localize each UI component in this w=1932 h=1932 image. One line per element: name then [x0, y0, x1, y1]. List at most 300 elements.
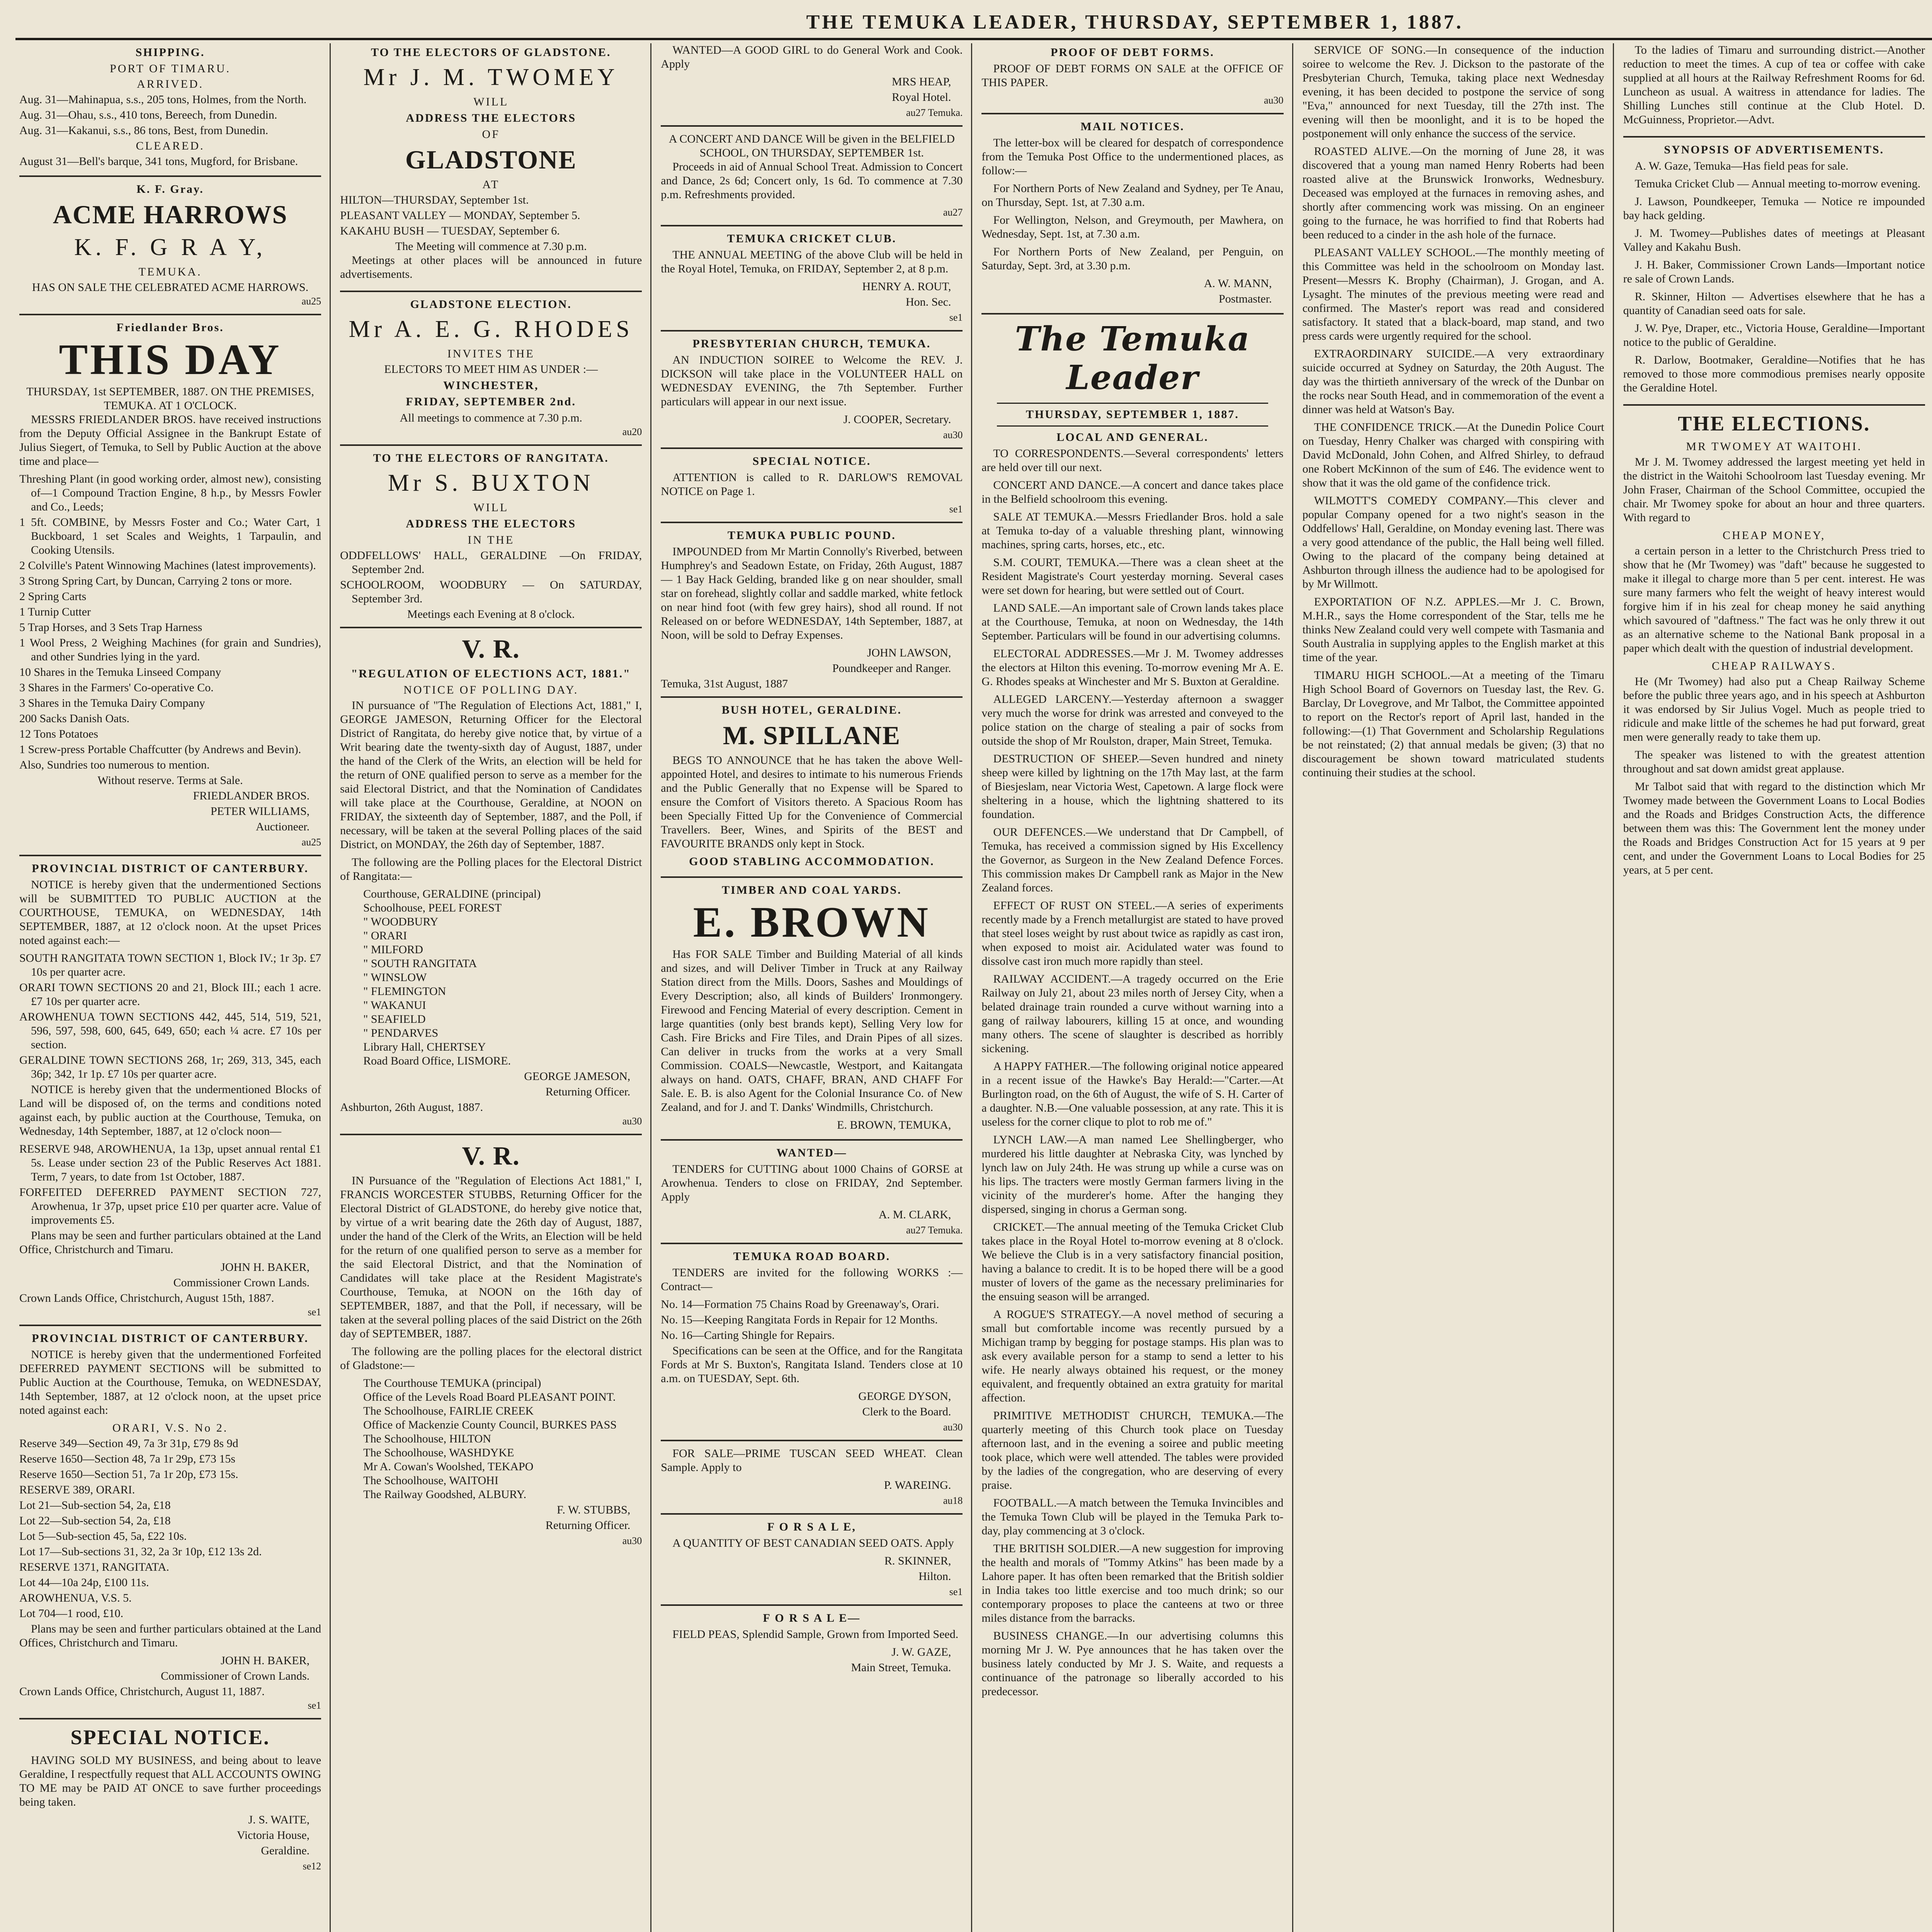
tender-text: TENDERS are invited for the following WORKS :— Contract—: [661, 1266, 963, 1293]
signature: MRS HEAP,: [892, 75, 951, 88]
news-paragraph: S.M. COURT, TEMUKA.—There was a clean sheet at the Resident Magistrate's Court yesterday morning. Several cases were set down for hearing, but were settled out of Court.: [981, 556, 1284, 597]
masthead: THE TEMUKA LEADER, THURSDAY, SEPTEMBER 1, 1887.: [15, 7, 1932, 40]
signature: JOHN LAWSON,: [867, 646, 951, 659]
signature: GEORGE DYSON,: [858, 1390, 951, 1403]
synopsis-line: J. H. Baker, Commissioner Crown Lands—Important notice re sale of Crown Lands.: [1623, 259, 1925, 285]
news-paragraph: EXTRAORDINARY SUICIDE.—A very extraordinary suicide occurred at Sydney on Saturday, the 20th August. The day was the thirtieth anniversary of the wreck of the Dunbar on the rocks near South Head, and in commemoration of the event a dinner was held at Watson's Bay.: [1302, 347, 1604, 416]
concert-heading: A CONCERT AND DANCE Will be given in the BELFIELD SCHOOL, ON THURSDAY, SEPTEMBER 1st.: [668, 133, 955, 159]
special-notice-text: ATTENTION is called to R. DARLOW'S REMOVAL NOTICE on Page 1.: [661, 471, 963, 498]
reserve-line: Lot 5—Sub-section 45, 5a, £22 10s.: [19, 1530, 187, 1543]
news-paragraph: A ROGUE'S STRATEGY.—A novel method of securing a small but comfortable income was recently pursued by a Michigan tramp by begging for postage stamps. His plan was to ask every available person for a stamp to send a letter to his wife. He nearly always obtained his request, or the money equivalent, and frequently obtained an extra gratuity for marital affection.: [981, 1308, 1284, 1404]
arrived-heading: ARRIVED.: [137, 78, 204, 90]
polling-place: " PENDARVES: [363, 1027, 439, 1039]
polling-day-heading: NOTICE OF POLLING DAY.: [403, 684, 579, 696]
sale-text: FOR SALE—PRIME TUSCAN SEED WHEAT. Clean Sample. Apply to: [661, 1447, 963, 1474]
candidate-name: Mr S. BUXTON: [388, 470, 594, 496]
section-line: RESERVE 948, AROWHENUA, 1a 13p, upset annual rental £1 5s. Lease under section 23 of the Public Reserves Act 1881. Term, 7 years, to date from 1st October, 1887.: [19, 1143, 321, 1183]
seed-wheat-ad: [661, 1447, 963, 1515]
electors-heading: TO THE ELECTORS OF RANGITATA.: [373, 452, 609, 464]
shipping-heading: SHIPPING.: [135, 46, 205, 59]
signature: R. SKINNER,: [884, 1554, 951, 1567]
polling-list-heading: The following are the polling places for the electoral district of Gladstone:—: [340, 1345, 642, 1372]
reserve-line: Reserve 349—Section 49, 7a 3r 31p, £79 8s 9d: [19, 1437, 238, 1450]
column-5: [1299, 43, 1614, 1932]
section-line: GERALDINE TOWN SECTIONS 268, 1r; 269, 313, 345, each 36p; 342, 1r 1p. £7 10s per quarter acre.: [19, 1054, 321, 1080]
meeting-time: Meetings each Evening at 8 o'clock.: [407, 608, 575, 621]
news-paragraph: RAILWAY ACCIDENT.—A tragedy occurred on the Erie Railway on July 21, about 23 miles north of Jersey City, when a belated drainage train rounded a curve without warning into a gang of railway labourers, killing 15 at once, and wounding many others. The scene of slaughter is described as horribly sickening.: [981, 973, 1284, 1055]
divider: [997, 403, 1268, 404]
ad-code: au27 Temuka.: [906, 1225, 963, 1236]
timber-text: Has FOR SALE Timber and Building Material of all kinds and sizes, and will Deliver Timber in Truck at any Railway Station direct from the Mills. Doors, Sashes and Mouldings of Every Description; also, all kinds of Builders' Ironmongery. Firewood and Fencing Material of every description. Cement in large quantities (only best brands kept), Selling Very low for Cash. Fire Bricks and Fire Tiles, and Drain Pipes of all sizes. Can deliver in trucks from the works at a very Small Commission. COALS—Newcastle, Westport, and Kaitangata always on hand. OATS, CHAFF, BRAN, AND CHAFF For Sale. E. B. is also Agent for the Colonial Insurance Co. of New Zealand, and for J. and T. Danks' Windmills, Christchurch.: [661, 948, 963, 1114]
mail-line: The letter-box will be cleared for despatch of correspondence from the Temuka Post Office to the undermentioned places, as follow:—: [981, 136, 1284, 177]
ad-code: au30: [1264, 95, 1284, 106]
ad-code: se12: [303, 1861, 321, 1872]
meeting-line: KAKAHU BUSH — TUESDAY, September 6.: [340, 224, 560, 237]
column-6: [1619, 43, 1932, 1932]
ad-code: au18: [943, 1495, 963, 1506]
wanted-heading: WANTED—: [776, 1146, 847, 1159]
signature: J. W. GAZE,: [891, 1646, 951, 1658]
electors-heading: TO THE ELECTORS OF GLADSTONE.: [371, 46, 611, 59]
small-caption: IN THE: [468, 534, 515, 546]
friedlander-ad: [19, 321, 321, 856]
stabling-line: GOOD STABLING ACCOMMODATION.: [689, 855, 935, 868]
column-1: [15, 43, 331, 1932]
news-paragraph: DESTRUCTION OF SHEEP.—Seven hundred and ninety sheep were killed by lightning on the 17th May last, at the farm of Biesjeslam, near Victoria West, Capetown. A large flock were sheltering in a house, which the lightning shattered to its foundation.: [981, 752, 1284, 821]
hotel-text: BEGS TO ANNOUNCE that he has taken the above Well-appointed Hotel, and desires to intimate to his numerous Friends and the Public Generally that no Expense will be Spared to ensure the Comfort of Visitors thereto. A Spacious Room has been Specially Fitted Up for the Convenience of Commercial Travellers. Beer, Wines, and Spirits of the BEST and FAVOURITE BRANDS only kept in Stock.: [661, 754, 963, 850]
polling-place: " MILFORD: [363, 943, 423, 956]
signature: Clerk to the Board.: [862, 1405, 951, 1418]
polling-list-heading: The following are the Polling places for the Electoral District of Rangitata:—: [340, 856, 642, 883]
shipping-section: [19, 46, 321, 177]
article-paragraph: Mr Talbot said that with regard to the distinction which Mr Twomey made between the Government Loans to Local Bodies and the Roads and Bridges Construction Acts, the difference between them was this: The Government lent the money under the Roads and Bridges Construction Act for 15 years at 9 per cent, and under the Government Loans to Local Bodies for 25 years, at 5 per cent.: [1623, 780, 1925, 876]
synopsis-line: R. Skinner, Hilton — Advertises elsewhere that he has a quantity of Canadian seed oats for sale.: [1623, 290, 1925, 317]
polling-place: The Schoolhouse, WASHDYKE: [363, 1446, 514, 1459]
polling-place: The Schoolhouse, HILTON: [363, 1432, 491, 1445]
lot-line: 3 Shares in the Temuka Dairy Company: [19, 697, 205, 709]
election-heading: GLADSTONE ELECTION.: [410, 298, 572, 311]
tender-text: Specifications can be seen at the Office, and for the Rangitata Fords at Mr S. Buxton's, Rangitata Island. Tenders close at 10 a.m. on TUESDAY, Sept. 6th.: [661, 1344, 963, 1385]
section-line: AROWHENUA TOWN SECTIONS 442, 445, 514, 519, 521, 596, 597, 598, 600, 645, 649, 650; each ¼ acre. £7 10s per section.: [19, 1010, 321, 1051]
notice-text: NOTICE is hereby given that the undermentioned Sections will be SUBMITTED TO PUBLIC AUCTION at the COURTHOUSE, TEMUKA, on WEDNESDAY, 14th SEPTEMBER, 1887, at 12 o'clock noon. At the upset Prices noted against each:—: [19, 878, 321, 947]
ad-code: au30: [622, 1116, 642, 1127]
notice-date: Crown Lands Office, Christchurch, August 15th, 1887.: [19, 1292, 274, 1304]
reserve-line: Lot 21—Sub-section 54, 2a, £18: [19, 1499, 171, 1512]
cricket-heading: TEMUKA CRICKET CLUB.: [727, 232, 897, 245]
page-columns: [15, 43, 1932, 1932]
polling-place: The Schoolhouse, FAIRLIE CREEK: [363, 1405, 534, 1417]
polling-place: " SEAFIELD: [363, 1013, 426, 1026]
notice-text: NOTICE is hereby given that the undermentioned Blocks of Land will be disposed of, on the terms and conditions noted against each, by public auction at the Courthouse, Temuka, on Wednesday, 14th September, 1887, at 12 o'clock noon—: [19, 1083, 321, 1138]
candidate-name: Mr A. E. G. RHODES: [349, 316, 633, 342]
crown-land-notice-1: [19, 862, 321, 1326]
church-text: AN INDUCTION SOIREE to Welcome the REV. J. DICKSON will take place in the VOLUNTEER HALL on WEDNESDAY EVENING, the 7th September. Further particulars will appear in our next issue.: [661, 354, 963, 408]
signature: Royal Hotel.: [892, 91, 951, 104]
bush-hotel-ad: [661, 703, 963, 878]
cleared-line: August 31—Bell's barque, 341 tons, Mugford, for Brisbane.: [19, 155, 298, 168]
address-line: ADDRESS THE ELECTORS: [406, 517, 577, 530]
reserve-line: Lot 44—10a 24p, £100 11s.: [19, 1576, 149, 1589]
notice-date: Temuka, 31st August, 1887: [661, 677, 788, 690]
vr-mark: V. R.: [462, 634, 520, 663]
address-line: ADDRESS THE ELECTORS: [406, 112, 577, 124]
signature: J. S. WAITE,: [248, 1813, 310, 1826]
gladstone-polling-notice: [340, 1141, 642, 1553]
notice-date: Crown Lands Office, Christchurch, August 11, 1887.: [19, 1685, 265, 1698]
arrival-line: Aug. 31—Ohau, s.s., 410 tons, Bereech, from Dunedin.: [19, 109, 277, 121]
polling-place: " ORARI: [363, 929, 407, 942]
article-paragraph: He (Mr Twomey) had also put a Cheap Railway Scheme before the public three years ago, and in his speech at Ashburton it was endorsed by Sir Julius Vogel. Much as people tried to ridicule and make little of the schemes he had put forward, great men were generally ready to take them up.: [1623, 675, 1925, 743]
refreshment-notice: [1623, 43, 1925, 138]
divider: [997, 425, 1268, 427]
for-sale-heading: F O R S A L E—: [763, 1612, 861, 1624]
ad-code: au25: [301, 296, 321, 307]
signature: P. WAREING.: [884, 1479, 951, 1492]
signature: Auctioneer.: [256, 820, 310, 833]
buxton-ad: [340, 451, 642, 628]
road-board-heading: TEMUKA ROAD BOARD.: [733, 1250, 891, 1263]
ad-code: se1: [308, 1306, 321, 1318]
reserve-line: Reserve 1650—Section 48, 7a 1r 29p, £73 15s: [19, 1452, 236, 1465]
invite-text: ELECTORS TO MEET HIM AS UNDER :—: [384, 363, 598, 376]
editorial-section: [981, 320, 1283, 1708]
lot-line: 3 Shares in the Farmers' Co-operative Co.: [19, 681, 214, 694]
polling-place: " FLEMINGTON: [363, 985, 446, 998]
this-day-sub: THURSDAY, 1st SEPTEMBER, 1887. ON THE PREMISES, TEMUKA. AT 1 O'CLOCK.: [26, 385, 314, 412]
signature: PETER WILLIAMS,: [211, 805, 310, 818]
gray-heading: K. F. Gray.: [136, 183, 204, 196]
meeting-line: SCHOOLROOM, WOODBURY — On SATURDAY, September 3rd.: [340, 578, 642, 605]
sale-text: FIELD PEAS, Splendid Sample, Grown from Imported Seed.: [672, 1628, 959, 1641]
presbyterian-ad: [661, 337, 963, 449]
meeting-time: All meetings to commence at 7.30 p.m.: [400, 412, 582, 424]
reserve-line: Lot 22—Sub-section 54, 2a, £18: [19, 1514, 171, 1527]
synopsis-section: [1623, 143, 1925, 406]
ad-code: au30: [622, 1535, 642, 1546]
reserve-line: RESERVE 389, ORARI.: [19, 1483, 135, 1496]
local-general-heading: LOCAL AND GENERAL.: [1056, 431, 1209, 444]
article-paragraph: The speaker was listened to with the greatest attention throughout and sat down amidst great applause.: [1623, 748, 1925, 775]
news-paragraph: A HAPPY FATHER.—The following original notice appeared in a recent issue of the Hawke's Bay Herald:—"Carter.—At Burlington road, on the 6th of August, the wife of S. H. Carter of a daughter. N.B.—One valuable possession, at any rate. This it is useless for the corner clique to plot to rob me of.": [981, 1060, 1284, 1128]
road-board-ad: [661, 1250, 963, 1441]
article-paragraph: Mr J. M. Twomey addressed the largest meeting yet held in the district in the Waitohi Schoolroom last Tuesday evening. Mr John Fraser, Chairman of the School Committee, occupied the chair. Mr Twomey spoke for about an hour and three quarters. With regard to: [1623, 456, 1925, 524]
lot-line: 3 Strong Spring Cart, by Duncan, Carrying 2 tons or more.: [19, 575, 292, 587]
signature: Geraldine.: [261, 1844, 310, 1857]
polling-place: The Courthouse TEMUKA (principal): [363, 1377, 541, 1389]
news-paragraph: THE BRITISH SOLDIER.—A new suggestion for improving the health and morals of "Tommy Atkins" has been made by a Lahore paper. It has often been remarked that the British soldier in India takes too little exercise and too much drink; so our contemporary proposes to place the canteens at two or three miles distance from the barracks.: [981, 1542, 1284, 1624]
proof-heading: PROOF OF DEBT FORMS.: [1051, 46, 1214, 59]
contract-line: No. 15—Keeping Rangitata Fords in Repair for 12 Months.: [661, 1313, 938, 1326]
signature: A. W. MANN,: [1204, 277, 1272, 290]
ad-code: se1: [308, 1700, 321, 1711]
lot-line: 1 Turnip Cutter: [19, 605, 91, 618]
polling-place: Office of Mackenzie County Council, BURKES PASS: [363, 1418, 617, 1431]
tender-text: TENDERS for CUTTING about 1000 Chains of GORSE at Arowhenua. Tenders to close on FRIDAY, 2nd September. Apply: [661, 1163, 963, 1203]
gorse-tender-ad: [661, 1146, 963, 1244]
cricket-ad: [661, 232, 963, 332]
paper-date: THURSDAY, SEPTEMBER 1, 1887.: [1026, 408, 1239, 421]
special-notice-waite: [19, 1725, 321, 1879]
special-notice-heading: SPECIAL NOTICE.: [70, 1726, 270, 1749]
small-caption: WILL: [473, 501, 509, 514]
signature: Hon. Sec.: [905, 296, 951, 308]
proof-of-debt-ad: [981, 46, 1283, 114]
news-paragraph: WILMOTT'S COMEDY COMPANY.—This clever and popular Company opened for a two night's season in the Oddfellows' Hall, Geraldine, on Monday evening last. There was a very good attendance of the public, the Hall being well filled. Owing to the placard of the company being detained at Ashburton through illness the audience had to be apologised for by Mr Willmott.: [1302, 494, 1604, 590]
polling-place: Road Board Office, LISMORE.: [363, 1054, 511, 1067]
news-paragraph: EXPORTATION OF N.Z. APPLES.—Mr J. C. Brown, M.H.R., says the Home correspondent of the Star, tells me he thinks New Zealand could very well compete with Tasmania and South Australia in supplying apples to the English market at this time of the year.: [1302, 595, 1604, 664]
seed-oats-ad: [661, 1520, 963, 1606]
reserve-line: Reserve 1650—Section 51, 7a 1r 20p, £73 15s.: [19, 1468, 238, 1481]
news-paragraph: THE CONFIDENCE TRICK.—At the Dunedin Police Court on Tuesday, Henry Chalker was charged with conspiring with David McDonald, John Cohen, and Alfred Shirley, to defraud one Robert McKinnon of the sum of £46. The evidence went to show that it was the old game of the confidence trick.: [1302, 421, 1604, 489]
mail-notices: [981, 120, 1283, 315]
cheap-railways-subheading: CHEAP RAILWAYS.: [1712, 660, 1837, 672]
cheap-money-subheading: CHEAP MONEY,: [1723, 529, 1826, 542]
polling-place: The Railway Goodshed, ALBURY.: [363, 1488, 527, 1501]
polling-place: Mr A. Cowan's Woolshed, TEKAPO: [363, 1460, 534, 1473]
timber-heading: TIMBER AND COAL YARDS.: [722, 884, 902, 896]
pound-heading: TEMUKA PUBLIC POUND.: [727, 529, 896, 542]
column-2: [336, 43, 651, 1932]
signature: JOHN H. BAKER,: [221, 1261, 310, 1274]
contract-line: No. 14—Formation 75 Chains Road by Greenaway's, Orari.: [661, 1298, 939, 1311]
synopsis-line: J. W. Pye, Draper, etc., Victoria House, Geraldine—Important notice to the public of Geraldine.: [1623, 322, 1925, 349]
pound-notice: [661, 529, 963, 698]
rhodes-ad: [340, 298, 642, 446]
regulation-text: IN pursuance of "The Regulation of Elections Act, 1881," I, GEORGE JAMESON, Returning Officer for the Electoral District of Rangitata, do hereby give notice that, by virtue of a Writ bearing date the twenty-sixth day of August, 1887, under the hand of the Clerk of the Writs, an election will be held for the return of ONE qualified person to serve as a member for the said Electoral District, and that the Nomination of Candidates will take place at the Courthouse, Geraldine, at NOON on FRIDAY, the sixteenth day of September, 1887, and the Poll, if necessary, will be taken at the several Polling places of the said District, on MONDAY, the 26th day of September, 1887.: [340, 699, 642, 851]
meeting-place: WINCHESTER,: [443, 379, 539, 392]
polling-place: Office of the Levels Road Board PLEASANT POINT.: [363, 1391, 616, 1403]
notice-text: Plans may be seen and further particulars obtained at the Land Office, Christchurch and Timaru.: [19, 1229, 321, 1256]
mail-heading: MAIL NOTICES.: [1080, 120, 1185, 133]
signature: F. W. STUBBS,: [557, 1503, 631, 1516]
district-name: GLADSTONE: [405, 145, 577, 174]
news-paragraph: To the ladies of Timaru and surrounding district.—Another reduction to meet the times. A cup of tea or coffee with cake supplied at all hours at the Railway Refreshment Rooms for 6d. Luncheon as usual. A waitress in attendance for ladies. The Shilling Lunches still continue at the Club Hotel. D. McGuinness, Proprietor.—Advt.: [1623, 44, 1925, 126]
hotel-heading: BUSH HOTEL, GERALDINE.: [721, 704, 902, 716]
column-3: [657, 43, 972, 1932]
sale-text: A QUANTITY OF BEST CANADIAN SEED OATS. Apply: [672, 1537, 954, 1549]
news-paragraph: FOOTBALL.—A match between the Temuka Invincibles and the Temuka Town Club will be played in the Temuka Park to-day, play commencing at 3 o'clock.: [981, 1497, 1284, 1537]
news-paragraph: SERVICE OF SONG.—In consequence of the induction soiree to welcome the Rev. J. Dickson to the pastorate of the Presbyterian Church, Temuka, taking place next Wednesday evening, it has been decided to postpone the service of song "Eva," announced for next Tuesday, till the 27th inst. The evening will then be moonlight, and it is to be hoped the postponement will only enhance the success of the service.: [1302, 44, 1604, 140]
synopsis-line: J. M. Twomey—Publishes dates of meetings at Pleasant Valley and Kakahu Bush.: [1623, 227, 1925, 253]
rangitata-polling-notice: [340, 634, 642, 1135]
cleared-heading: CLEARED.: [136, 139, 205, 152]
polling-place: " SOUTH RANGITATA: [363, 957, 477, 970]
meeting-date: FRIDAY, SEPTEMBER 2nd.: [406, 395, 576, 408]
friedlander-text: MESSRS FRIEDLANDER BROS. have received instructions from the Deputy Official Assignee in the Bankrupt Estate of Julius Siegert, of Temuka, to Sell by Public Auction at the above time and place—: [19, 413, 321, 468]
vr-mark: V. R.: [462, 1141, 520, 1170]
wanted-girl-ad: [661, 43, 963, 127]
lot-line: 2 Colville's Patent Winnowing Machines (latest improvements).: [19, 559, 316, 572]
meeting-line: ODDFELLOWS' HALL, GERALDINE —On FRIDAY, September 2nd.: [340, 549, 642, 576]
signature: A. M. CLARK,: [878, 1208, 951, 1221]
acme-harrows-ad: [19, 182, 321, 315]
ad-code: au20: [622, 426, 642, 437]
church-heading: PRESBYTERIAN CHURCH, TEMUKA.: [692, 337, 931, 350]
synopsis-line: Temuka Cricket Club — Annual meeting to-morrow evening.: [1634, 177, 1921, 190]
reserve-line: RESERVE 1371, RANGITATA.: [19, 1561, 169, 1573]
special-notice-text: HAVING SOLD MY BUSINESS, and being about to leave Geraldine, I respectfully request that ALL ACCOUNTS OWING TO ME may be PAID AT ONCE to save further proceedings being taken.: [19, 1754, 321, 1808]
news-column-continued: [1303, 43, 1604, 789]
news-paragraph: OUR DEFENCES.—We understand that Dr Campbell, of Temuka, has received a commission signed by His Excellency the Governor, as Surgeon in the New Zealand Defence Forces. This commission makes Dr Campbell rank as Major in the New Zealand forces.: [981, 826, 1284, 894]
polling-place: " WOODBURY: [363, 915, 439, 928]
kfg-place: TEMUKA.: [138, 265, 202, 278]
for-sale-heading: F O R S A L E,: [767, 1520, 856, 1533]
news-paragraph: LYNCH LAW.—A man named Lee Shellingberger, who murdered his little daughter at Nebraska City, was lynched by lynch law on July 24th. He was strung up while a curse was on his lips. The tracters were mostly German farmers living in the vicinity of the murderer's home. After the hanging they dispersed, singing in chorus a German song.: [981, 1133, 1284, 1216]
twomey-ad: [340, 46, 642, 292]
lot-line: Also, Sundries too numerous to mention.: [19, 759, 210, 771]
small-caption: WILL: [473, 95, 509, 108]
notice-heading: PROVINCIAL DISTRICT OF CANTERBURY.: [32, 1332, 309, 1345]
column-4: [978, 43, 1293, 1932]
meeting-time: The Meeting will commence at 7.30 p.m.: [395, 240, 587, 253]
kfg-text: HAS ON SALE THE CELEBRATED ACME HARROWS.: [32, 281, 309, 294]
signature: HENRY A. ROUT,: [862, 280, 951, 293]
small-caption: INVITES THE: [447, 347, 535, 360]
lot-line: 5 Trap Horses, and 3 Sets Trap Harness: [19, 621, 202, 634]
this-day-heading: THIS DAY: [59, 336, 282, 384]
news-paragraph: PRIMITIVE METHODIST CHURCH, TEMUKA.—The quarterly meeting of this Church took place on Tuesday afternoon last, and in the evening a soiree and public meeting took place, which were well attended. The tables were provided by the ladies of the congregation, who are deserving of every praise.: [981, 1409, 1284, 1492]
signature: Victoria House,: [236, 1829, 310, 1842]
news-paragraph: PLEASANT VALLEY SCHOOL.—The monthly meeting of this Committee was held in the schoolroom on Monday last. Present—Messrs K. Brophy (Chairman), J. Grogan, and A. Lysaght. The minutes of the previous meeting were read and confirmed. The Master's report was read and considered satisfactory. It stated that a black-board, map stand, and two press cards were urgently required for the school.: [1302, 246, 1604, 342]
signature: Returning Officer.: [545, 1519, 631, 1532]
ad-code: au30: [943, 1422, 963, 1433]
synopsis-line: J. Lawson, Poundkeeper, Temuka — Notice re impounded bay hack gelding.: [1623, 195, 1925, 222]
signature: Hilton.: [918, 1570, 951, 1583]
news-paragraph: ELECTORAL ADDRESSES.—Mr J. M. Twomey addresses the electors at Hilton this evening. To-morrow evening Mr A. E. G. Rhodes speaks at Winchester and Mr S. Buxton at Geraldine.: [981, 647, 1284, 688]
small-caption: AT: [482, 178, 500, 191]
signature: Main Street, Temuka.: [851, 1661, 951, 1674]
notice-heading: PROVINCIAL DISTRICT OF CANTERBURY.: [32, 862, 309, 875]
elections-article: [1623, 411, 1925, 886]
signature: J. COOPER, Secretary.: [843, 413, 951, 426]
lot-line: 12 Tons Potatoes: [19, 728, 99, 740]
field-peas-ad: [661, 1611, 963, 1682]
signature: Commissioner Crown Lands.: [173, 1276, 310, 1289]
lot-line: 200 Sacks Danish Oats.: [19, 712, 129, 725]
news-paragraph: LAND SALE.—An important sale of Crown lands takes place at the Courthouse, Temuka, at noon on Wednesday, the 14th September. Particulars will be found in our advertising columns.: [981, 602, 1284, 642]
mail-line: For Wellington, Nelson, and Greymouth, per Mawhera, on Wednesday, Sept. 1st, at 7.30 a.m.: [981, 214, 1284, 240]
ad-code: au25: [301, 837, 321, 848]
concert-body: Proceeds in aid of Annual School Treat. Admission to Concert and Dance, 2s 6d; Concert only, 1s 6d. To commence at 7.30 p.m. Refreshments provided.: [661, 160, 963, 201]
ad-text: WANTED—A GOOD GIRL to do General Work and Cook. Apply: [661, 44, 963, 70]
ad-code: se1: [949, 1586, 963, 1597]
lot-line: 1 5ft. COMBINE, by Messrs Foster and Co.; Water Cart, 1 Buckboard, 1 set Scales and Weights, 1 Tarpaulin, and Cooking Utensils.: [19, 516, 321, 556]
meeting-line: HILTON—THURSDAY, September 1st.: [340, 194, 529, 206]
ad-code: au27 Temuka.: [906, 107, 963, 118]
news-paragraph: ROASTED ALIVE.—On the morning of June 28, it was discovered that a young man named Henry Roberts had been roasted alive at the Brunswick Ironworks, Wednesbury. Deceased was employed at the furnaces in removing ashes, and shortly after commencing work was missing. On an engineer going to the furnace, he was horrified to find that Roberts had been reduced to a cinder in the ash hole of the furnace.: [1302, 145, 1604, 241]
reserve-line: Lot 704—1 rood, £10.: [19, 1607, 124, 1620]
synopsis-line: A. W. Gaze, Temuka—Has field peas for sale.: [1634, 160, 1849, 172]
signature: Poundkeeper and Ranger.: [832, 662, 951, 675]
signature: JOHN H. BAKER,: [221, 1654, 310, 1667]
article-paragraph: a certain person in a letter to the Christchurch Press tried to show that he (Mr Twomey) was "daft" because he suggested to make it illegal to charge more than 5 per cent. interest. He was sure many farmers who felt the weight of heavy interest would forgive him if in his zeal for cheap money he said anything which savoured of "daftness." The fact was he only threw it out as an alternative scheme to the National Bank proposal in a paper which dealt with the question of industrial development.: [1623, 544, 1925, 655]
timber-yards-ad: [661, 883, 963, 1141]
ad-code: se1: [949, 503, 963, 515]
friedlander-heading: Friedlander Bros.: [116, 321, 224, 334]
elections-subheading: MR TWOMEY AT WAITOHI.: [1686, 440, 1862, 453]
kfg-name: K. F. G R A Y,: [74, 234, 266, 260]
meeting-line: PLEASANT VALLEY — MONDAY, September 5.: [340, 209, 580, 222]
ad-code: se1: [949, 312, 963, 323]
polling-place: Library Hall, CHERTSEY: [363, 1041, 486, 1053]
news-paragraph: EFFECT OF RUST ON STEEL.—A series of experiments recently made by a French metallurgist are stated to have proved that steel loses weight by rust about twice as rapidly as cast iron, when exposed to moist air. Acidulated water was found to dissolve cast iron much more rapidly than steel.: [981, 899, 1284, 968]
news-paragraph: ALLEGED LARCENY.—Yesterday afternoon a swagger very much the worse for drink was arrested and conveyed to the police station on the charge of stealing a pair of socks from outside the shop of Mr Roulston, draper, Main Street, Temuka.: [981, 693, 1284, 747]
signature: E. BROWN, TEMUKA,: [837, 1119, 951, 1131]
lot-line: Threshing Plant (in good working order, almost new), consisting of—1 Compound Traction Engine, 8 h.p., by Messrs Fowler and Co., Leeds;: [19, 473, 321, 513]
candidate-name: Mr J. M. TWOMEY: [363, 64, 619, 90]
elections-heading: THE ELECTIONS.: [1678, 412, 1871, 435]
lot-line: 2 Spring Carts: [19, 590, 87, 603]
polling-place: The Schoolhouse, WAITOHI: [363, 1474, 498, 1487]
harrows-heading: ACME HARROWS: [53, 200, 288, 229]
signature: FRIEDLANDER BROS.: [193, 789, 310, 802]
reserve-line: AROWHENUA, V.S. 5.: [19, 1592, 132, 1604]
signature: Returning Officer.: [545, 1085, 631, 1098]
news-paragraph: TO CORRESPONDENTS.—Several correspondents' letters are held over till our next.: [981, 447, 1284, 474]
regulation-heading: "REGULATION OF ELECTIONS ACT, 1881.": [351, 667, 631, 680]
proof-text: PROOF OF DEBT FORMS ON SALE at the OFFICE OF THIS PAPER.: [981, 62, 1284, 89]
news-paragraph: CONCERT AND DANCE.—A concert and dance takes place in the Belfield schoolroom this evening.: [981, 479, 1284, 505]
lot-line: 10 Shares in the Temuka Linseed Company: [19, 666, 221, 679]
reserve-line: Lot 17—Sub-sections 31, 32, 2a 3r 10p, £12 13s 2d.: [19, 1545, 262, 1558]
paper-title: The Temuka Leader: [1015, 320, 1250, 397]
section-line: SOUTH RANGITATA TOWN SECTION 1, Block IV.; 1r 3p. £7 10s per quarter acre.: [19, 952, 321, 978]
contract-line: No. 16—Carting Shingle for Repairs.: [661, 1329, 835, 1342]
ad-code: au27: [943, 207, 963, 218]
proprietor-name: M. SPILLANE: [723, 721, 901, 750]
lot-line: 1 Screw-press Portable Chaffcutter (by Andrews and Bevin).: [19, 743, 301, 756]
signature: Commissioner of Crown Lands.: [161, 1670, 310, 1682]
synopsis-heading: SYNOPSIS OF ADVERTISEMENTS.: [1664, 143, 1884, 156]
notice-date: Ashburton, 26th August, 1887.: [340, 1101, 483, 1114]
merchant-name: E. BROWN: [693, 898, 930, 946]
polling-place: " WAKANUI: [363, 999, 426, 1012]
special-notice-heading: SPECIAL NOTICE.: [752, 455, 871, 468]
news-paragraph: BUSINESS CHANGE.—In our advertising columns this morning Mr J. W. Pye announces that he has taken over the business lately conducted by Mr J. S. Waite, and requests a continuance of the patronage so liberally accorded to his predecessor.: [981, 1629, 1284, 1698]
news-paragraph: CRICKET.—The annual meeting of the Temuka Cricket Club takes place in the Royal Hotel to-morrow evening at 8 o'clock. We believe the Club is in a very satisfactory financial position, having a balance to credit. It is to be hoped there will be a good muster of lovers of the game as the necessary preliminaries for the ensuing season will be arranged.: [981, 1221, 1284, 1303]
orari-heading: ORARI, V.S. No 2.: [112, 1422, 228, 1434]
notice-text: Plans may be seen and further particulars obtained at the Land Offices, Christchurch and Timaru.: [19, 1622, 321, 1649]
signature: GEORGE JAMESON,: [524, 1070, 631, 1083]
signature: Postmaster.: [1219, 293, 1272, 305]
synopsis-line: R. Darlow, Bootmaker, Geraldine—Notifies that he has removed to those more commodious premises nearly opposite the Geraldine Hotel.: [1623, 354, 1925, 394]
notice-text: NOTICE is hereby given that the undermentioned Forfeited DEFERRED PAYMENT SECTIONS will be submitted to Public Auction at the Courthouse, Temuka, on WEDNESDAY, 14th September, 1887, at 12 o'clock noon, at the upset price noted against each:: [19, 1348, 321, 1417]
darlow-notice: [661, 454, 963, 523]
news-paragraph: SALE AT TEMUKA.—Messrs Friedlander Bros. hold a sale at Temuka to-day of a valuable threshing plant, winnowing machines, spring carts, horses, etc., etc.: [981, 510, 1284, 551]
pound-text: IMPOUNDED from Mr Martin Connolly's Riverbed, between Humphrey's and Seadown Estate, on Friday, 26th August, 1887— 1 Bay Hack Gelding, branded like g on near shoulder, small star on forehead, slightly collar and saddle marked, white fetlock on near hind foot (with few grey hairs), shod all round. If not Released on or before WEDNESDAY, 14th September, 1887, at Noon, will be sold to Defray Expenses.: [661, 545, 963, 641]
polling-place: Schoolhouse, PEEL FOREST: [363, 901, 502, 914]
meeting-note: Meetings at other places will be announced in future advertisements.: [340, 254, 642, 281]
small-caption: OF: [482, 128, 500, 141]
news-paragraph: TIMARU HIGH SCHOOL.—At a meeting of the Timaru High School Board of Governors on Tuesday last, the Rev. G. Barclay, Dr Lovegrove, and Mr Talbot, the Committee appointed to report on the Rector's report of April last, handed in the following:—(1) That Government and Scholarship Regulations be not reinstated; (2) that annual medals be given; (3) that no discouragement be shown toward matriculated students continuing their studies at the school.: [1302, 669, 1604, 779]
crown-land-notice-2: [19, 1332, 321, 1719]
lot-line: 1 Wool Press, 2 Weighing Machines (for grain and Sundries), and other Sundries lying in the yard.: [19, 636, 321, 663]
mail-line: For Northern Ports of New Zealand and Sydney, per Te Anau, on Thursday, Sept. 1st, at 7.30 a.m.: [981, 182, 1284, 209]
regulation-text: IN Pursuance of the "Regulation of Elections Act 1881," I, FRANCIS WORCESTER STUBBS, Returning Officer for the Electoral District of GLADSTONE, do hereby give notice that, by virtue of a writ bearing date the 26th day of August, 1887, under the hand of the Clerk of the Writs, an Election will be held for the return of one qualified person to serve as a member for the said Electoral District, and that the Nomination of Candidates will take place at the Resident Magistrate's Courthouse, Temuka, at NOON on the 16th day of SEPTEMBER, 1887, and that the Poll, if necessary, will be taken at the several polling places of the said District on the 26th day of SEPTEMBER, 1887.: [340, 1174, 642, 1340]
ad-code: au30: [943, 429, 963, 440]
terms-line: Without reserve. Terms at Sale.: [97, 774, 243, 787]
mail-line: For Northern Ports of New Zealand, per Penguin, on Saturday, Sept. 3rd, at 3.30 p.m.: [981, 245, 1284, 272]
cricket-text: THE ANNUAL MEETING of the above Club will be held in the Royal Hotel, Temuka, on FRIDAY, September 2, at 8 p.m.: [661, 248, 963, 275]
arrival-line: Aug. 31—Mahinapua, s.s., 205 tons, Holmes, from the North.: [19, 93, 307, 106]
polling-place: " WINSLOW: [363, 971, 427, 984]
port-heading: PORT OF TIMARU.: [110, 62, 231, 75]
section-line: ORARI TOWN SECTIONS 20 and 21, Block III.; each 1 acre. £7 10s per quarter acre.: [19, 981, 321, 1008]
concert-ad: [661, 132, 963, 226]
polling-place: Courthouse, GERALDINE (principal): [363, 888, 541, 900]
arrival-line: Aug. 31—Kakanui, s.s., 86 tons, Best, from Dunedin.: [19, 124, 269, 137]
section-line: FORFEITED DEFERRED PAYMENT SECTION 727, Arowhenua, 1r 37p, upset price £10 per quarter acre. Value of improvements £5.: [19, 1186, 321, 1226]
